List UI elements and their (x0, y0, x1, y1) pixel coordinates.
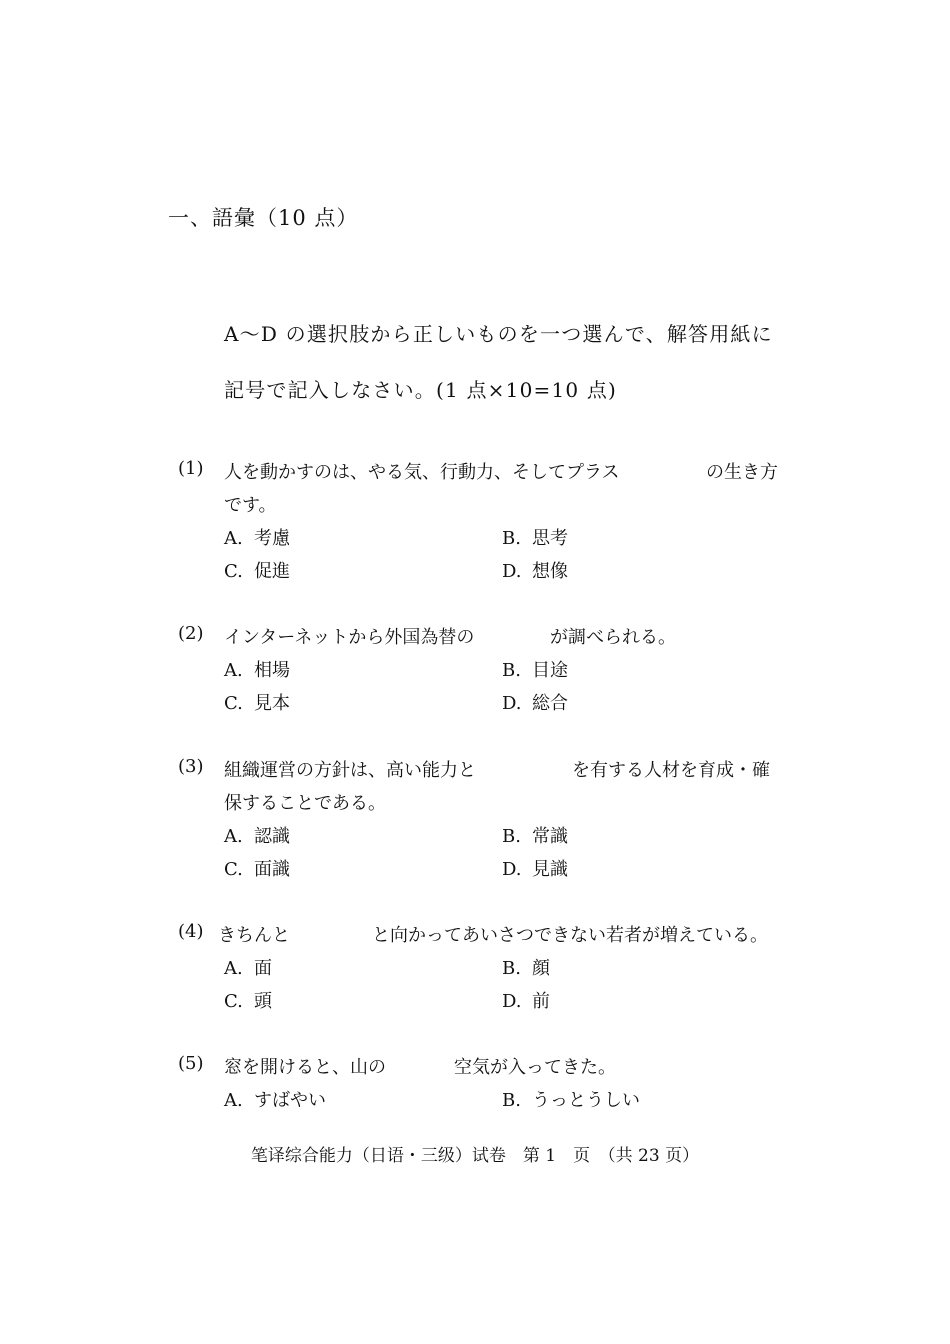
option-row (178, 524, 798, 557)
question-text-before-blank: きちんと (218, 925, 290, 946)
option-letter: D. (502, 991, 522, 1012)
question-line (178, 458, 798, 491)
question-text-before-blank: インターネットから外国為替の (224, 627, 475, 648)
question-text-after-blank: 空気が入ってきた。 (454, 1057, 616, 1078)
option-row (178, 855, 798, 888)
question-number: (4) (178, 921, 204, 942)
option-text: うっとうしい (532, 1090, 640, 1111)
option-d (502, 987, 550, 1013)
option-letter: C. (224, 693, 243, 714)
option-letter: A. (224, 958, 243, 979)
option-letter: C. (224, 561, 243, 582)
question-number: (1) (178, 458, 204, 479)
option-text: 顔 (532, 958, 550, 979)
question-number: (5) (178, 1053, 204, 1074)
option-text: 常識 (532, 826, 568, 847)
option-text: すばやい (254, 1090, 326, 1111)
question-text-continued: 保することである。 (224, 793, 386, 814)
question-text-after-blank: と向かってあいさつできない若者が増えている。 (372, 925, 768, 946)
instruction-line-2: 記号で記入しなさい。(1 点×10=10 点) (224, 378, 618, 402)
option-b (502, 524, 568, 550)
option-letter: A. (224, 826, 243, 847)
section-title: 一、語彙（10 点） (168, 206, 359, 230)
option-letter: B. (502, 528, 521, 549)
question-text-continued: です。 (224, 495, 277, 516)
option-a (224, 822, 290, 848)
option-letter: C. (224, 859, 243, 880)
option-text: 認識 (254, 826, 290, 847)
option-text: 目途 (532, 660, 568, 681)
question-text-before-blank: 人を動かすのは、やる気、行動力、そしてプラス (224, 462, 620, 483)
option-text: 面識 (254, 859, 290, 880)
option-text: 前 (532, 991, 550, 1012)
option-c (224, 987, 272, 1013)
option-letter: B. (502, 660, 521, 681)
option-row (178, 954, 798, 987)
option-a (224, 954, 272, 980)
option-letter: B. (502, 958, 521, 979)
option-text: 頭 (254, 991, 272, 1012)
option-text: 面 (254, 958, 272, 979)
option-row (178, 822, 798, 855)
option-text: 見識 (532, 859, 568, 880)
option-d (502, 855, 568, 881)
option-b (502, 954, 550, 980)
option-a (224, 1086, 326, 1112)
question-line (178, 921, 798, 954)
option-letter: D. (502, 693, 522, 714)
question-line-continued (178, 491, 798, 524)
instruction-line-1: A〜D の選択肢から正しいものを一つ選んで、解答用紙に (224, 322, 773, 346)
question-4 (178, 921, 798, 1020)
option-letter: D. (502, 561, 522, 582)
option-letter: A. (224, 660, 243, 681)
option-text: 相場 (254, 660, 290, 681)
question-number: (3) (178, 756, 204, 777)
option-letter: B. (502, 826, 521, 847)
option-text: 見本 (254, 693, 290, 714)
option-text: 思考 (532, 528, 568, 549)
question-line (178, 623, 798, 656)
option-letter: D. (502, 859, 522, 880)
option-b (502, 1086, 640, 1112)
option-letter: C. (224, 991, 243, 1012)
question-1 (178, 458, 798, 590)
question-line-continued (178, 789, 798, 822)
option-row (178, 1086, 798, 1119)
option-c (224, 855, 290, 881)
option-row (178, 987, 798, 1020)
page-footer: 笔译综合能力（日语・三级）试卷 第 1 页 （共 23 页） (250, 1146, 700, 1166)
question-5 (178, 1053, 798, 1119)
option-b (502, 822, 568, 848)
option-d (502, 557, 568, 583)
question-2 (178, 623, 798, 722)
option-text: 総合 (532, 693, 568, 714)
option-a (224, 656, 290, 682)
option-row (178, 689, 798, 722)
option-c (224, 689, 290, 715)
option-d (502, 689, 568, 715)
question-text-after-blank: の生き方 (706, 462, 778, 483)
option-row (178, 557, 798, 590)
option-letter: A. (224, 1090, 243, 1111)
question-number: (2) (178, 623, 204, 644)
question-text-after-blank: を有する人材を育成・確 (572, 760, 770, 781)
question-text-before-blank: 窓を開けると、山の (224, 1057, 386, 1078)
option-row (178, 656, 798, 689)
option-a (224, 524, 290, 550)
question-3 (178, 756, 798, 888)
question-line (178, 1053, 798, 1086)
question-text-after-blank: が調べられる。 (550, 627, 676, 648)
option-letter: B. (502, 1090, 521, 1111)
option-c (224, 557, 290, 583)
option-text: 想像 (532, 561, 568, 582)
option-text: 促進 (254, 561, 290, 582)
option-text: 考慮 (254, 528, 290, 549)
question-text-before-blank: 組織運営の方針は、高い能力と (224, 760, 476, 781)
option-b (502, 656, 568, 682)
option-letter: A. (224, 528, 243, 549)
question-line (178, 756, 798, 789)
